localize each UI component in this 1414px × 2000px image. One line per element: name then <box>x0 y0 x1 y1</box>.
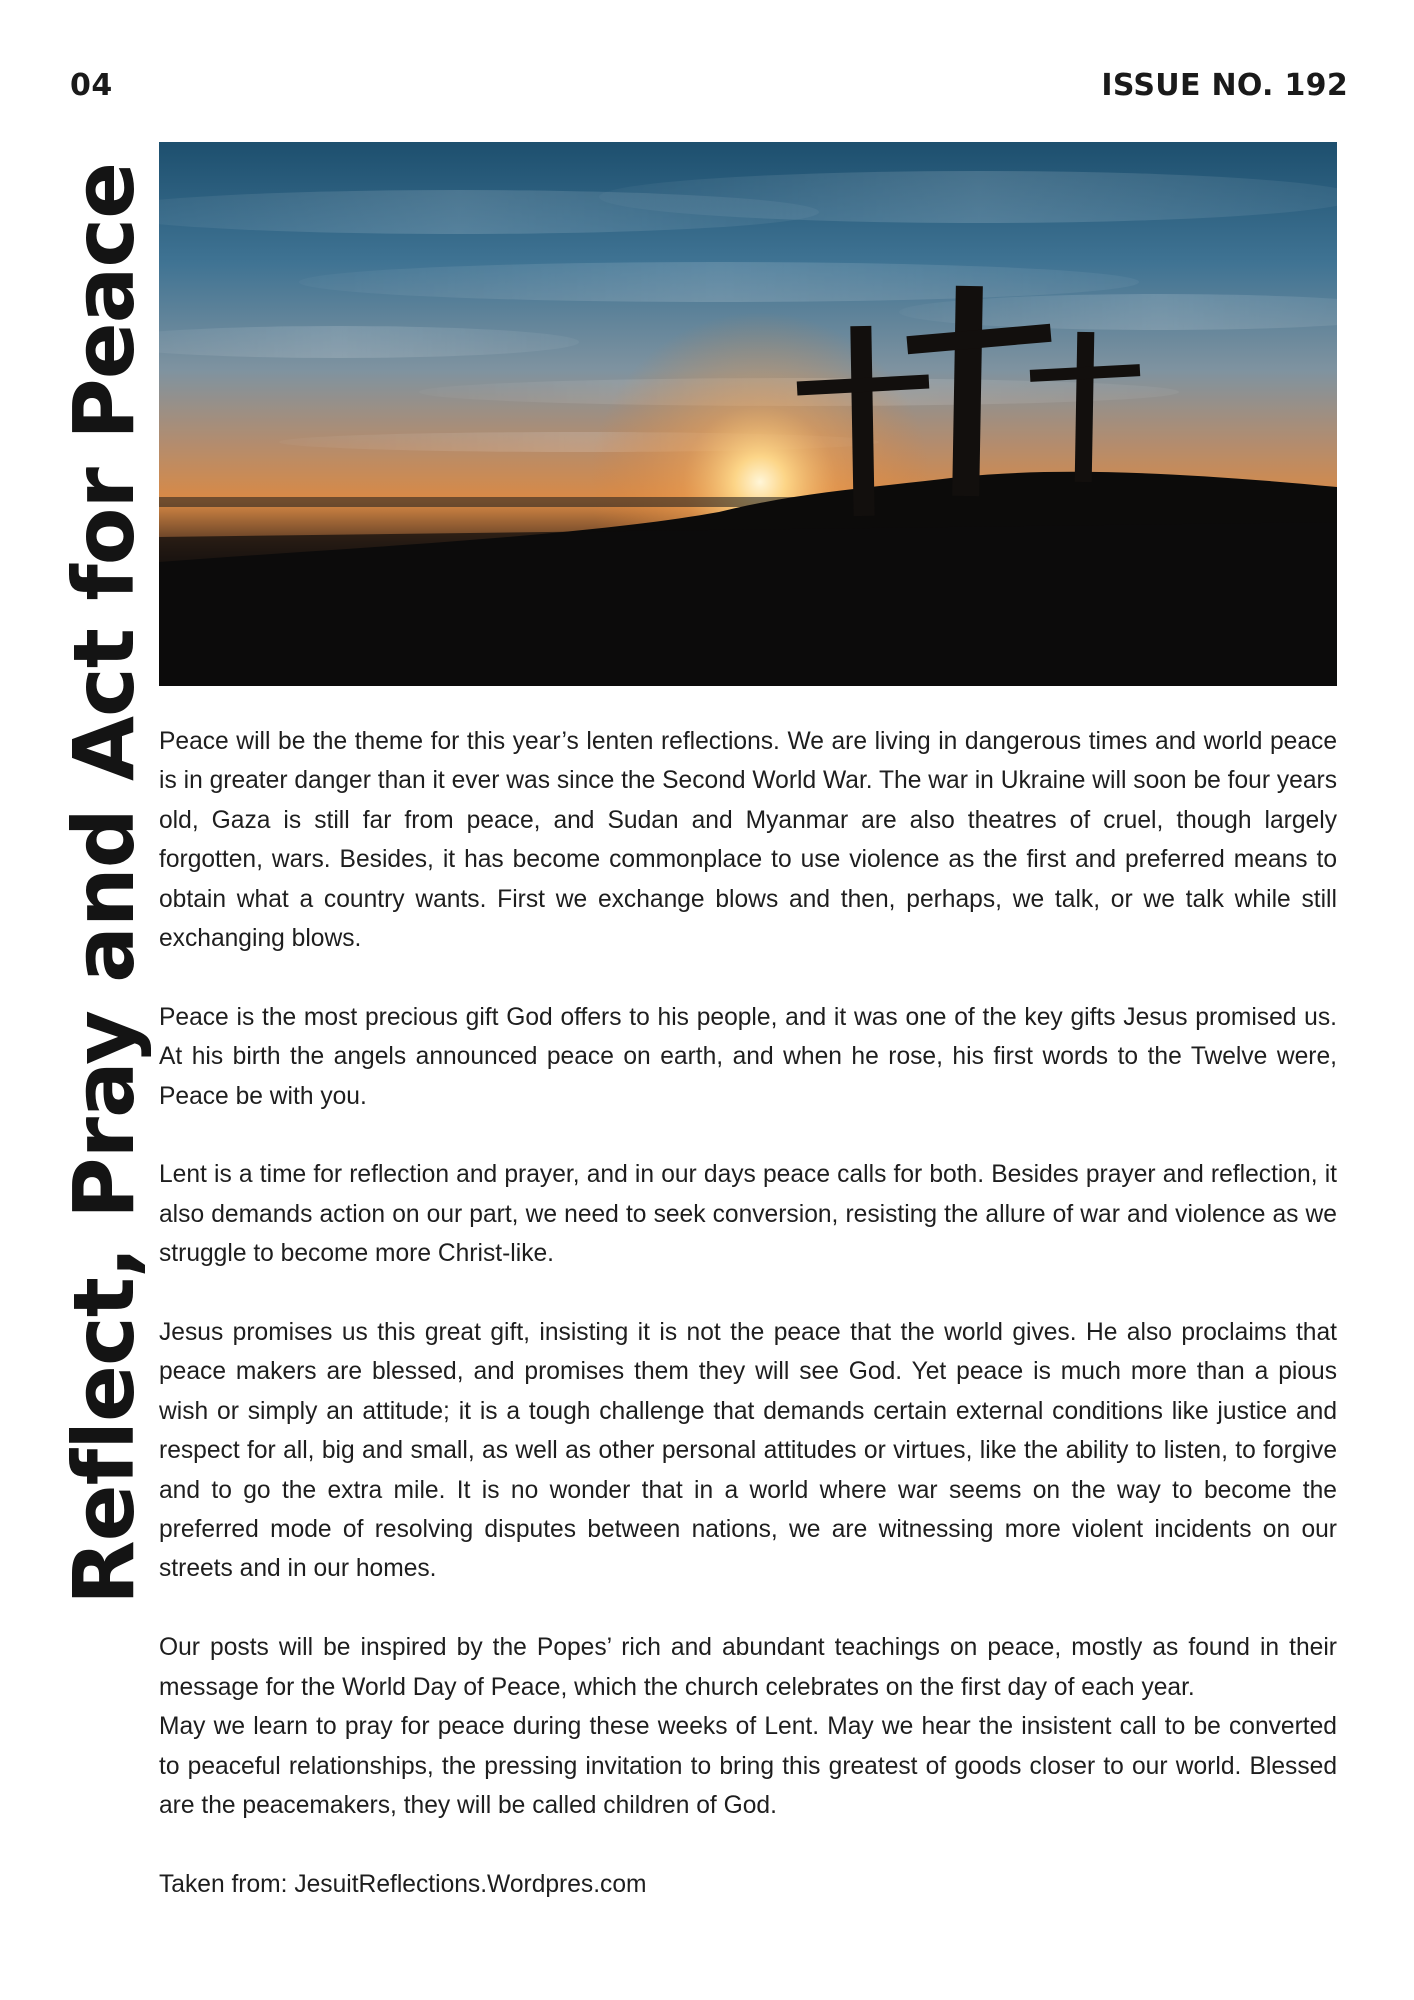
article-paragraph-4: Jesus promises us this great gift, insisting it is not the peace that the world gives. He also proclaims that peace makers are blessed, and promises them they will see God. Yet peace is much more than a pious wish or simply an attitude; it is a tough challenge that demands certain external conditions like justice and respect for all, big and small, as well as other personal attitudes or virtues, like the ability to listen, to forgive and to go the extra mile. It is no wonder that in a world where war seems on the way to become the preferred mode of resolving disputes between nations, we are witnessing more violent incidents on our streets and in our homes. <box>159 1319 1337 1583</box>
hero-image <box>159 142 1337 686</box>
issue-number: ISSUE NO. 192 <box>1101 68 1348 103</box>
article-source: Taken from: JesuitReflections.Wordpres.com <box>159 1870 647 1898</box>
article-title-container <box>55 162 153 1605</box>
article-paragraph-6: May we learn to pray for peace during these weeks of Lent. May we hear the insistent call to be converted to peaceful relationships, the pressing invitation to bring this greatest of goods closer to our world. Blessed are the peacemakers, they will be called children of God. <box>159 1713 1337 1819</box>
article-body <box>159 722 1337 1944</box>
article-title: Reflect, Pray and Act for Peace <box>55 162 153 1605</box>
article-paragraph-1: Peace will be the theme for this year’s lenten reflections. We are living in dangerous times and world peace is in greater danger than it ever was since the Second World War. The war in Ukraine will soon be four years old, Gaza is still far from peace, and Sudan and Myanmar are also theatres of cruel, though largely forgotten, wars. Besides, it has become commonplace to use violence as the first and preferred means to obtain what a country wants. First we exchange blows and then, perhaps, we talk, or we talk while still exchanging blows. <box>159 728 1337 953</box>
page-number: 04 <box>70 68 113 103</box>
article-paragraph-2: Peace is the most precious gift God offers to his people, and it was one of the key gifts Jesus promised us. At his birth the angels announced peace on earth, and when he rose, his first words to the Twelve were, Peace be with you. <box>159 1003 1337 1110</box>
article-paragraph-3: Lent is a time for reflection and prayer, and in our days peace calls for both. Besides prayer and reflection, it also demands action on our part, we need to seek conversion, resisting the allure of war and violence as we struggle to become more Christ-like. <box>159 1161 1337 1268</box>
crosses-sunset-illustration <box>159 142 1337 686</box>
article-paragraph-5: Our posts will be inspired by the Popes’ rich and abundant teachings on peace, mostly as found in their message for the World Day of Peace, which the church celebrates on the first day of each year. <box>159 1634 1337 1701</box>
